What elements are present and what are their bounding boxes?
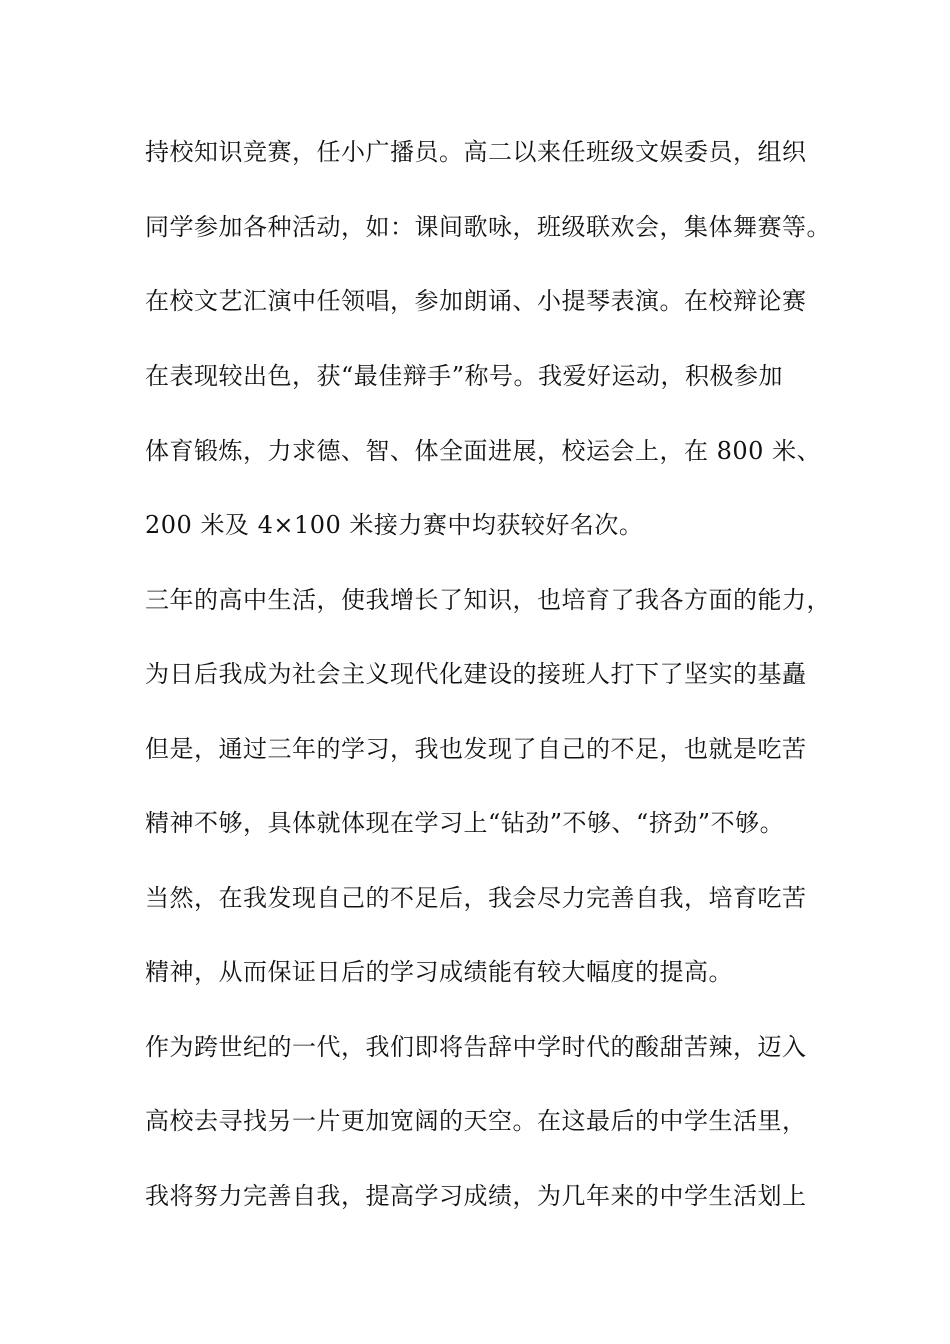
text-line: 200 米及 4×100 米接力赛中均获较好名次。 — [145, 511, 644, 539]
text-line: 我将努力完善自我，提高学习成绩，为几年来的中学生活划上 — [145, 1182, 807, 1210]
text-line: 在校文艺汇演中任领唱，参加朗诵、小提琴表演。在校辩论赛 — [145, 287, 807, 315]
text-line: 为日后我成为社会主义现代化建设的接班人打下了坚实的基矗 — [145, 660, 807, 688]
text-line: 持校知识竞赛，任小广播员。高二以来任班级文娱委员，组织 — [145, 138, 807, 166]
text-line: 精神，从而保证日后的学习成绩能有较大幅度的提高。 — [145, 958, 733, 986]
text-line: 体育锻炼，力求德、智、体全面进展，校运会上，在 800 米、 — [145, 437, 822, 465]
text-line: 同学参加各种活动，如：课间歌咏，班级联欢会，集体舞赛等。 — [145, 213, 831, 241]
text-line: 但是，通过三年的学习，我也发现了自己的不足，也就是吃苦 — [145, 735, 807, 763]
text-line: 在表现较出色，获“最佳辩手”称号。我爱好运动，积极参加 — [145, 362, 784, 390]
text-line: 高校去寻找另一片更加宽阔的天空。在这最后的中学生活里， — [145, 1107, 807, 1135]
text-line: 当然，在我发现自己的不足后，我会尽力完善自我，培育吃苦 — [145, 884, 807, 912]
text-line: 三年的高中生活，使我增长了知识，也培育了我各方面的能力， — [145, 586, 831, 614]
text-line: 作为跨世纪的一代，我们即将告辞中学时代的酸甜苦辣，迈入 — [145, 1033, 807, 1061]
text-line: 精神不够，具体就体现在学习上“钻劲”不够、“挤劲”不够。 — [145, 809, 785, 837]
